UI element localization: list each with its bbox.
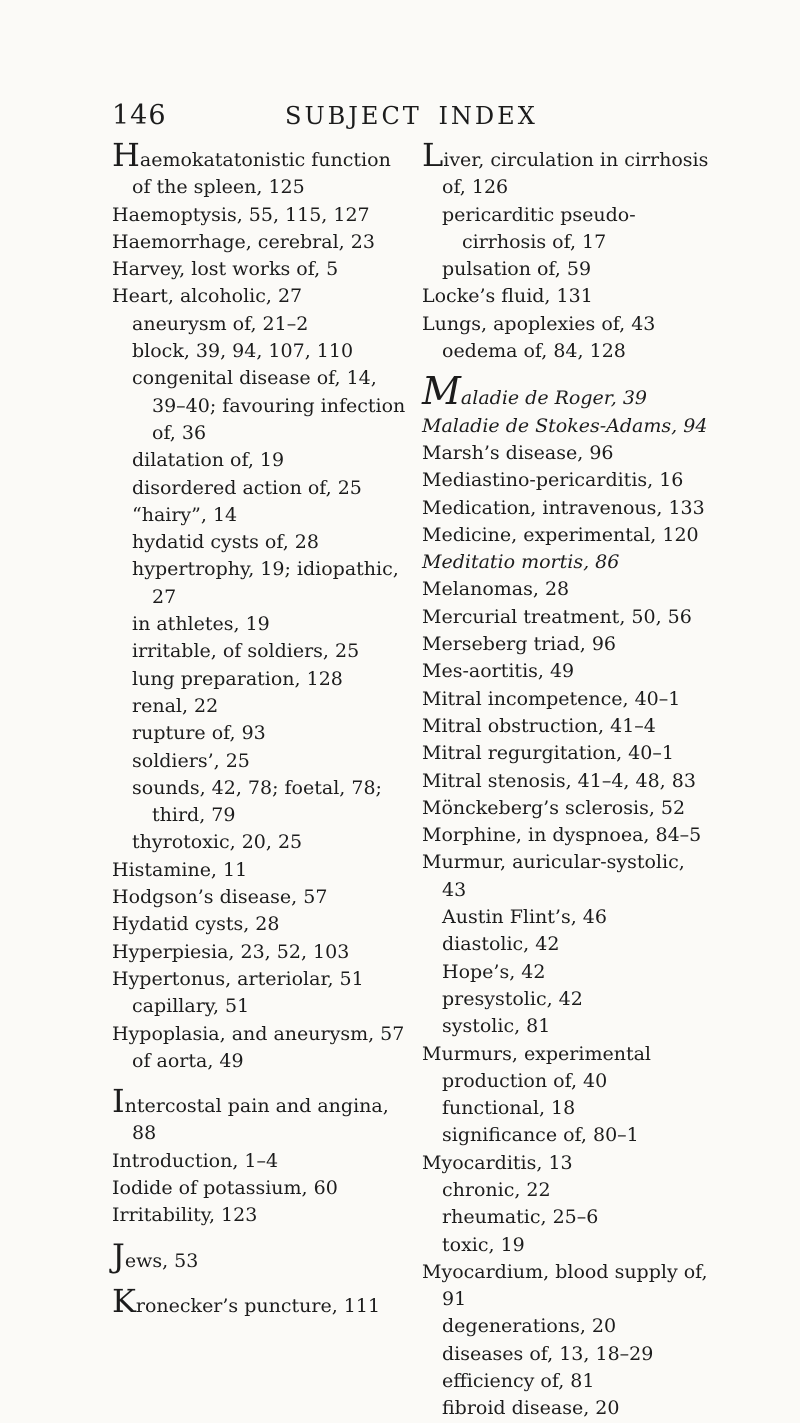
entry-text: Austin Flint’s, 46 bbox=[442, 906, 607, 929]
entry-text: Merseberg triad, 96 bbox=[422, 633, 617, 656]
entry-text: Mes-aortitis, 49 bbox=[422, 660, 575, 683]
index-entry bbox=[422, 604, 710, 631]
entry-text: “hairy”, 14 bbox=[132, 503, 238, 526]
entry-text: Iodide of potassium, 60 bbox=[112, 1176, 338, 1199]
index-subentry bbox=[422, 256, 710, 283]
index-entry bbox=[112, 911, 412, 938]
entry-text: aneurysm of, 21–2 bbox=[132, 312, 309, 335]
index-entry bbox=[112, 136, 412, 202]
index-entry bbox=[422, 1041, 710, 1096]
entry-text: Haemoptysis, 55, 115, 127 bbox=[112, 203, 370, 226]
entry-text: Mönckeberg’s sclerosis, 52 bbox=[422, 796, 686, 819]
entry-text: Locke’s fluid, 131 bbox=[422, 285, 593, 308]
index-entry bbox=[422, 522, 710, 549]
index-entry bbox=[422, 413, 710, 440]
index-column-right bbox=[422, 136, 710, 1423]
index-subentry bbox=[112, 338, 412, 365]
entry-text: disordered action of, 25 bbox=[132, 476, 362, 499]
index-subentry bbox=[112, 556, 412, 611]
index-entry bbox=[112, 857, 412, 884]
section-initial: I bbox=[112, 1082, 125, 1121]
index-subentry bbox=[112, 748, 412, 775]
index-subentry bbox=[422, 1095, 710, 1122]
index-entry bbox=[112, 966, 412, 993]
entry-text: capillary, 51 bbox=[132, 995, 250, 1018]
entry-text: Marsh’s disease, 96 bbox=[422, 441, 614, 464]
index-entry bbox=[422, 658, 710, 685]
index-entry bbox=[422, 713, 710, 740]
entry-text: chronic, 22 bbox=[442, 1178, 551, 1201]
entry-text: rheumatic, 25–6 bbox=[442, 1206, 599, 1229]
index-column-left bbox=[112, 136, 412, 1320]
entry-text: block, 39, 94, 107, 110 bbox=[132, 340, 354, 363]
entry-text: Heart, alcoholic, 27 bbox=[112, 285, 303, 308]
index-entry bbox=[112, 1082, 412, 1148]
index-entry bbox=[422, 495, 710, 522]
index-entry bbox=[422, 549, 710, 576]
entry-text: Hypertonus, arteriolar, 51 bbox=[112, 967, 364, 990]
section-initial: K bbox=[112, 1281, 136, 1320]
index-entry bbox=[112, 202, 412, 229]
entry-text: iver, circulation in cirrhosis of, 126 bbox=[442, 149, 709, 199]
index-subentry bbox=[422, 1341, 710, 1368]
index-subentry bbox=[422, 1013, 710, 1040]
entry-text: Mediastino-pericarditis, 16 bbox=[422, 469, 684, 492]
index-entry bbox=[422, 631, 710, 658]
index-entry bbox=[112, 1202, 412, 1229]
entry-text: Medication, intravenous, 133 bbox=[422, 496, 705, 519]
index-subentry bbox=[422, 904, 710, 931]
index-subentry bbox=[422, 959, 710, 986]
entry-text: Lungs, apoplexies of, 43 bbox=[422, 312, 656, 335]
index-subentry bbox=[422, 931, 710, 958]
entry-text: systolic, 81 bbox=[442, 1015, 551, 1038]
entry-text: of aorta, 49 bbox=[132, 1049, 244, 1072]
index-subentry bbox=[112, 1048, 412, 1075]
entry-text: Hodgson’s disease, 57 bbox=[112, 886, 328, 909]
page-header bbox=[0, 100, 800, 140]
entry-text: hydatid cysts of, 28 bbox=[132, 531, 319, 554]
index-entry bbox=[422, 740, 710, 767]
entry-text: Mitral incompetence, 40–1 bbox=[422, 687, 681, 710]
entry-text: ronecker’s puncture, 111 bbox=[135, 1294, 381, 1317]
entry-text: Irritability, 123 bbox=[112, 1204, 258, 1227]
index-entry bbox=[112, 229, 412, 256]
index-subentry bbox=[112, 829, 412, 856]
section-initial: J bbox=[112, 1236, 125, 1275]
index-entry bbox=[112, 939, 412, 966]
index-subentry bbox=[112, 365, 412, 447]
index-subentry bbox=[112, 475, 412, 502]
index-entry bbox=[112, 283, 412, 310]
index-subentry bbox=[422, 1177, 710, 1204]
entry-text: Introduction, 1–4 bbox=[112, 1149, 279, 1172]
index-entry bbox=[422, 136, 710, 202]
entry-text: Histamine, 11 bbox=[112, 858, 248, 881]
entry-text: significance of, 80–1 bbox=[442, 1124, 639, 1147]
entry-text: renal, 22 bbox=[132, 694, 219, 717]
index-subentry bbox=[422, 1232, 710, 1259]
index-subentry bbox=[422, 986, 710, 1013]
entry-text: Maladie de Stokes-Adams, 94 bbox=[422, 414, 708, 437]
index-subentry bbox=[112, 638, 412, 665]
entry-text: Myocardium, blood supply of, 91 bbox=[422, 1260, 708, 1311]
entry-text: Harvey, lost works of, 5 bbox=[112, 258, 339, 281]
index-subentry bbox=[422, 1204, 710, 1231]
entry-text: diastolic, 42 bbox=[442, 933, 560, 956]
entry-text: soldiers’, 25 bbox=[132, 749, 250, 772]
entry-text: irritable, of soldiers, 25 bbox=[132, 640, 360, 663]
index-subentry bbox=[422, 1395, 710, 1422]
index-entry bbox=[112, 1148, 412, 1175]
entry-text: toxic, 19 bbox=[442, 1233, 525, 1256]
index-entry bbox=[422, 283, 710, 310]
index-subentry bbox=[112, 529, 412, 556]
entry-text: aemokatatonistic function of the spleen, 125 bbox=[132, 149, 391, 199]
entry-text: diseases of, 13, 18–29 bbox=[442, 1342, 654, 1365]
entry-text: Murmurs, experimental production of, 40 bbox=[422, 1042, 652, 1092]
index-entry bbox=[422, 467, 710, 494]
entry-text: sounds, 42, 78; foetal, 78; third, 79 bbox=[132, 776, 382, 827]
entry-text: Hope’s, 42 bbox=[442, 960, 546, 983]
index-subentry bbox=[112, 502, 412, 529]
index-entry bbox=[422, 768, 710, 795]
index-subentry bbox=[112, 720, 412, 747]
index-subentry bbox=[112, 693, 412, 720]
entry-text: Meditatio mortis, 86 bbox=[422, 551, 620, 574]
entry-text: ntercostal pain and angina, 88 bbox=[124, 1095, 389, 1145]
index-subentry bbox=[112, 311, 412, 338]
entry-text: hypertrophy, 19; idiopathic, 27 bbox=[132, 558, 399, 608]
index-entry bbox=[422, 440, 710, 467]
entry-text: oedema of, 84, 128 bbox=[442, 340, 626, 363]
entry-text: congenital disease of, 14, 39–40; favouring infection of, 36 bbox=[132, 367, 406, 444]
index-subentry bbox=[422, 338, 710, 365]
entry-text: efficiency of, 81 bbox=[442, 1370, 595, 1393]
index-entry bbox=[422, 1150, 710, 1177]
index-entry bbox=[422, 1259, 710, 1314]
section-initial: H bbox=[112, 136, 140, 174]
entry-text: Mercurial treatment, 50, 56 bbox=[422, 605, 692, 628]
entry-text: functional, 18 bbox=[442, 1097, 576, 1120]
index-entry bbox=[422, 369, 710, 414]
entry-text: dilatation of, 19 bbox=[132, 449, 285, 472]
entry-text: Melanomas, 28 bbox=[422, 578, 570, 601]
entry-text: Mitral regurgitation, 40–1 bbox=[422, 742, 674, 765]
index-entry bbox=[112, 1281, 412, 1320]
index-entry bbox=[112, 1175, 412, 1202]
index-subentry bbox=[112, 447, 412, 474]
index-entry bbox=[422, 822, 710, 849]
section-initial: M bbox=[422, 369, 461, 414]
index-subentry bbox=[112, 993, 412, 1020]
running-title: SUBJECT INDEX bbox=[285, 102, 538, 130]
entry-text: Hypoplasia, and aneurysm, 57 bbox=[112, 1022, 405, 1045]
index-entry bbox=[112, 1021, 412, 1048]
index-entry bbox=[422, 311, 710, 338]
entry-text: presystolic, 42 bbox=[442, 987, 583, 1010]
entry-text: Hyperpiesia, 23, 52, 103 bbox=[112, 940, 350, 963]
entry-text: Mitral obstruction, 41–4 bbox=[422, 714, 656, 737]
index-subentry bbox=[422, 1313, 710, 1340]
entry-text: pericarditic pseudo-cirrhosis of, 17 bbox=[442, 203, 636, 253]
entry-text: ews, 53 bbox=[124, 1249, 199, 1272]
entry-text: degenerations, 20 bbox=[442, 1315, 617, 1338]
index-subentry bbox=[422, 1368, 710, 1395]
index-subentry bbox=[112, 666, 412, 693]
index-subentry bbox=[112, 775, 412, 830]
page-number: 146 bbox=[112, 100, 167, 131]
index-subentry bbox=[112, 611, 412, 638]
entry-text: Myocarditis, 13 bbox=[422, 1151, 573, 1174]
index-entry bbox=[422, 576, 710, 603]
entry-text: Medicine, experimental, 120 bbox=[422, 523, 699, 546]
entry-text: in athletes, 19 bbox=[132, 613, 270, 636]
entry-text: lung preparation, 128 bbox=[132, 667, 343, 690]
entry-text: thyrotoxic, 20, 25 bbox=[132, 831, 303, 854]
index-subentry bbox=[422, 1122, 710, 1149]
index-entry bbox=[112, 256, 412, 283]
entry-text: Morphine, in dyspnoea, 84–5 bbox=[422, 824, 702, 847]
index-subentry bbox=[422, 202, 710, 257]
entry-text: rupture of, 93 bbox=[132, 722, 266, 745]
index-entry bbox=[422, 849, 710, 904]
entry-text: Haemorrhage, cerebral, 23 bbox=[112, 230, 375, 253]
entry-text: Hydatid cysts, 28 bbox=[112, 913, 280, 936]
index-entry bbox=[112, 1236, 412, 1275]
index-entry bbox=[112, 884, 412, 911]
section-initial: L bbox=[422, 136, 444, 174]
entry-text: aladie de Roger, 39 bbox=[460, 387, 648, 410]
entry-text: fibroid disease, 20 bbox=[442, 1397, 620, 1420]
index-entry bbox=[422, 795, 710, 822]
entry-text: Mitral stenosis, 41–4, 48, 83 bbox=[422, 769, 696, 792]
index-entry bbox=[422, 686, 710, 713]
entry-text: pulsation of, 59 bbox=[442, 258, 592, 281]
entry-text: Murmur, auricular-systolic, 43 bbox=[422, 851, 685, 901]
